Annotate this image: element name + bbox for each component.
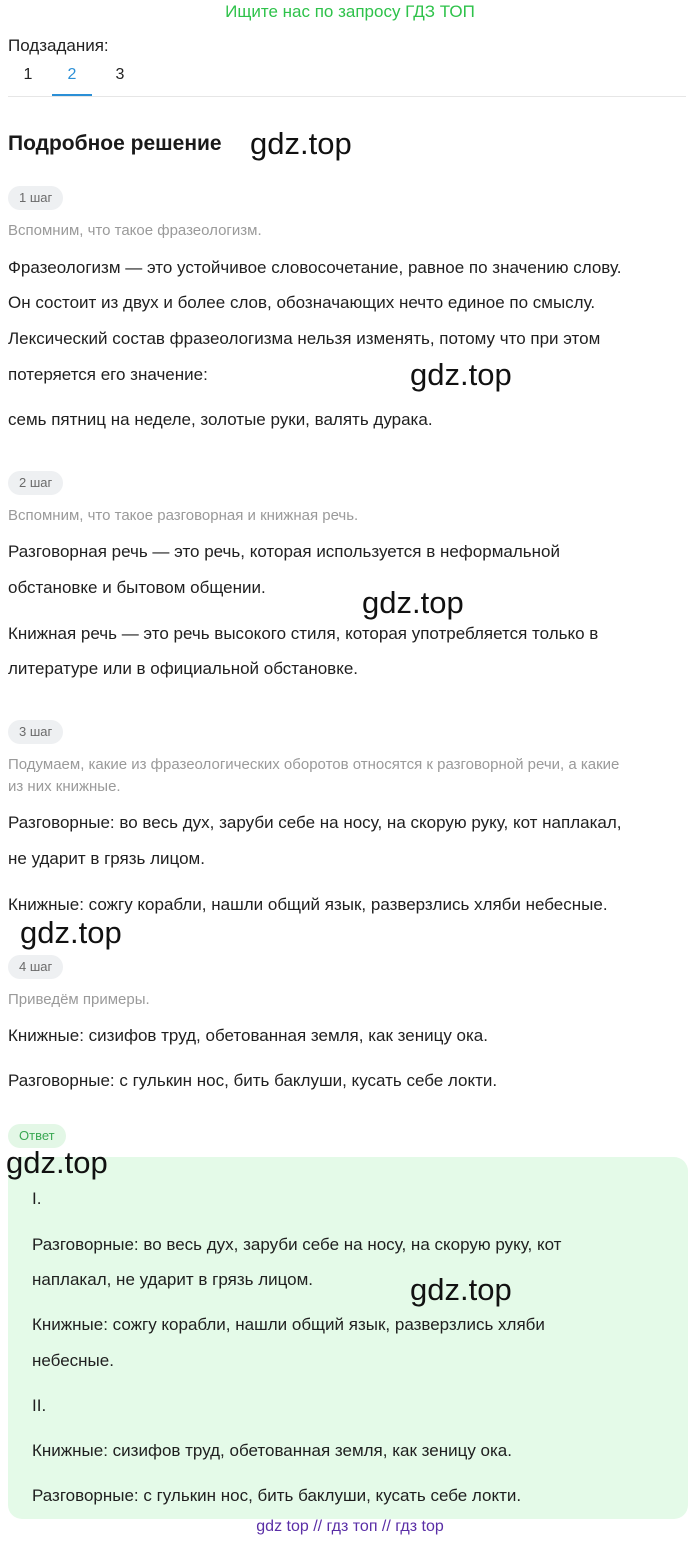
- step-hint-3: Подумаем, какие из фразеологических оборотов относятся к разговорной речи, а какие: [8, 756, 620, 773]
- step-hint-4: Приведём примеры.: [8, 991, 150, 1008]
- step-1-line: Фразеологизм — это устойчивое словосочетание, равное по значению слову.: [8, 258, 622, 277]
- answer-badge: Ответ: [8, 1124, 66, 1148]
- answer-line: Книжные: сожгу корабли, нашли общий язык, разверзлись хляби: [32, 1315, 545, 1334]
- footer-links: gdz top // гдз топ // гдз top: [256, 1518, 444, 1535]
- subtasks-tabs: [8, 66, 686, 97]
- tab-1[interactable]: 1: [23, 66, 33, 83]
- step-3-line: Книжные: сожгу корабли, нашли общий язык, разверзлись хляби небесные.: [8, 895, 608, 914]
- step-badge-3: 3 шаг: [8, 720, 63, 744]
- answer-line: Разговорные: с гулькин нос, бить баклуши, кусать себе локти.: [32, 1486, 522, 1505]
- watermark: gdz.top: [20, 915, 122, 950]
- step-1-line: потеряется его значение:: [8, 365, 208, 384]
- search-banner: Ищите нас по запросу ГДЗ ТОП: [225, 2, 475, 21]
- watermark: gdz.top: [410, 1272, 512, 1307]
- subtasks-label: Подзадания:: [8, 36, 109, 55]
- watermark: gdz.top: [6, 1145, 108, 1180]
- tab-3[interactable]: 3: [115, 66, 125, 83]
- step-2-line: литературе или в официальной обстановке.: [8, 659, 359, 678]
- answer-line: Разговорные: во весь дух, заруби себе на носу, на скорую руку, кот: [32, 1235, 562, 1254]
- answer-line: II.: [32, 1396, 47, 1415]
- watermark: gdz.top: [410, 357, 512, 392]
- answer-line: I.: [32, 1189, 42, 1208]
- step-1-line: семь пятниц на неделе, золотые руки, валять дурака.: [8, 410, 433, 429]
- step-hint-2: Вспомним, что такое разговорная и книжная речь.: [8, 507, 359, 524]
- step-3-line: не ударит в грязь лицом.: [8, 849, 205, 868]
- answer-line: небесные.: [32, 1351, 114, 1370]
- step-1-line: Лексический состав фразеологизма нельзя изменять, потому что при этом: [8, 329, 601, 348]
- answer-line: наплакал, не ударит в грязь лицом.: [32, 1270, 314, 1289]
- step-badge-2: 2 шаг: [8, 471, 63, 495]
- step-hint-1: Вспомним, что такое фразеологизм.: [8, 222, 262, 239]
- step-3-line: Разговорные: во весь дух, заруби себе на носу, на скорую руку, кот наплакал,: [8, 813, 622, 832]
- tab-2[interactable]: 2: [67, 66, 77, 83]
- watermark: gdz.top: [362, 585, 464, 620]
- step-2-line: Разговорная речь — это речь, которая используется в неформальной: [8, 542, 560, 561]
- step-4-line: Разговорные: с гулькин нос, бить баклуши, кусать себе локти.: [8, 1071, 498, 1090]
- active-tab-indicator: [52, 94, 92, 96]
- step-1-line: Он состоит из двух и более слов, обозначающих нечто единое по смыслу.: [8, 293, 596, 312]
- step-badge-4: 4 шаг: [8, 955, 63, 979]
- step-2-line: обстановке и бытовом общении.: [8, 578, 266, 597]
- step-badge-1: 1 шаг: [8, 186, 63, 210]
- watermark: gdz.top: [250, 126, 352, 161]
- step-4-line: Книжные: сизифов труд, обетованная земля, как зеницу ока.: [8, 1026, 488, 1045]
- solution-heading: Подробное решение: [8, 132, 222, 155]
- step-2-line: Книжная речь — это речь высокого стиля, которая употребляется только в: [8, 624, 599, 643]
- answer-line: Книжные: сизифов труд, обетованная земля, как зеницу ока.: [32, 1441, 512, 1460]
- step-hint-3: из них книжные.: [8, 778, 121, 795]
